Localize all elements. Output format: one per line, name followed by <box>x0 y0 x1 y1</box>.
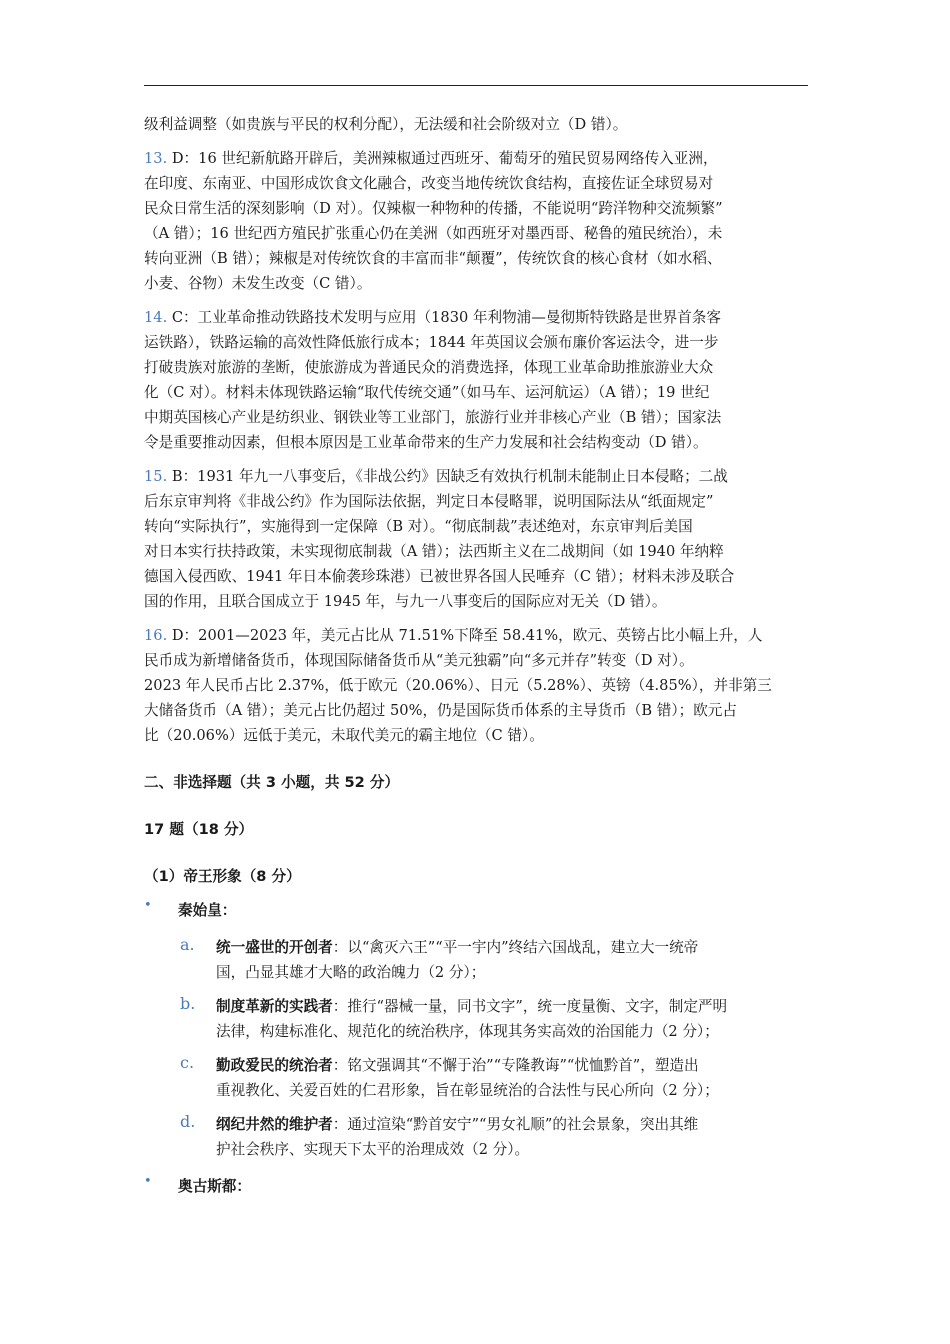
answer-line: 国的作用，且联合国成立于 1945 年，与九一八事变后的国际应对无关（D 错）。 <box>144 593 667 610</box>
item-title: 制度革新的实践者 <box>216 998 333 1015</box>
answer-line: 大储备货币（A 错）；美元占比仍超过 50%，仍是国际货币体系的主导货币（B 错）；欧元占 <box>144 702 737 719</box>
answer-line: 打破贵族对旅游的垄断，使旅游成为普通民众的消费选择，体现工业革命助推旅游业大众 <box>144 359 714 376</box>
bullet-qin-shihuang <box>144 898 814 923</box>
item-line: ：推行“器械一量，同书文字”，统一度量衡、文字，制定严明 <box>332 998 728 1015</box>
answer-line: D：2001—2023 年，美元占比从 71.51%下降至 58.41%，欧元、英镑占比小幅上升，人 <box>171 627 763 644</box>
item-letter: b. <box>180 994 196 1013</box>
question-number: 16. <box>144 627 168 644</box>
qin-items-list <box>144 935 814 1162</box>
item-line: 法律，构建标准化、规范化的统治秩序，体现其务实高效的治国能力（2 分）； <box>216 1023 719 1040</box>
item-letter: c. <box>180 1053 195 1072</box>
answer-line: B：1931 年九一八事变后，《非战公约》因缺乏有效执行机制未能制止日本侵略；二战 <box>171 468 728 485</box>
item-letter: a. <box>180 935 195 954</box>
subquestion-title: （1）帝王形象（8 分） <box>144 868 301 885</box>
question-number: 14. <box>144 309 168 326</box>
header-rule <box>144 85 808 86</box>
answer-line: 小麦、谷物）未发生改变（C 错）。 <box>144 275 372 292</box>
bullet-dot-icon: • <box>144 1174 152 1189</box>
item-line: ：通过渲染“黔首安宁”“男女礼顺”的社会景象，突出其维 <box>332 1116 699 1133</box>
question-number: 13. <box>144 150 168 167</box>
section-heading: 二、非选择题（共 3 小题，共 52 分） <box>144 774 400 791</box>
answer-line: 运铁路），铁路运输的高效性降低旅行成本；1844 年英国议会颁布廉价客运法令，进一步 <box>144 334 719 351</box>
item-line: 护社会秩序、实现天下太平的治理成效（2 分）。 <box>216 1141 530 1158</box>
item-title: 统一盛世的开创者 <box>216 939 333 956</box>
bullet-dot-icon: • <box>144 898 152 913</box>
answer-line: 2023 年人民币占比 2.37%，低于欧元（20.06%）、日元（5.28%）、英镑（4.85%），并非第三 <box>144 677 772 694</box>
answer-line: C：工业革命推动铁路技术发明与应用（1830 年利物浦—曼彻斯特铁路是世界首条客 <box>171 309 721 326</box>
bullet-augustus <box>144 1174 814 1199</box>
answer-line: 民众日常生活的深刻影响（D 对）。仅辣椒一种物种的传播，不能说明“跨洋物种交流频繁” <box>144 200 723 217</box>
page-content <box>144 112 814 1199</box>
item-line: 国，凸显其雄才大略的政治魄力（2 分）； <box>216 964 486 981</box>
answer-line: 民币成为新增储备货币，体现国际储备货币从“美元独霸”向“多元并存”转变（D 对）。 <box>144 652 694 669</box>
bullet-label: 秦始皇： <box>178 902 237 919</box>
item-letter: d. <box>180 1112 196 1131</box>
question-number: 15. <box>144 468 168 485</box>
answer-16 <box>144 623 814 748</box>
item-line: 重视教化、关爱百姓的仁君形象，旨在彰显统治的合法性与民心所向（2 分）； <box>216 1082 719 1099</box>
answer-line: 转向“实际执行”，实施得到一定保障（B 对）。“彻底制裁”表述绝对，东京审判后美国 <box>144 518 693 535</box>
answer-line: 德国入侵西欧、1941 年日本偷袭珍珠港）已被世界各国人民唾弃（C 错）；材料未涉及联合 <box>144 568 735 585</box>
answer-line: （A 错）；16 世纪西方殖民扩张重心仍在美洲（如西班牙对墨西哥、秘鲁的殖民统治），未 <box>144 225 723 242</box>
answer-line: 令是重要推动因素，但根本原因是工业革命带来的生产力发展和社会结构变动（D 错）。 <box>144 434 708 451</box>
question-17-title: 17 题（18 分） <box>144 821 254 838</box>
answer-line: 比（20.06%）远低于美元，未取代美元的霸主地位（C 错）。 <box>144 727 544 744</box>
answer-line: 中期英国核心产业是纺织业、钢铁业等工业部门，旅游行业并非核心产业（B 错）；国家法 <box>144 409 722 426</box>
item-title: 勤政爱民的统治者 <box>216 1057 333 1074</box>
continuation-text: 级利益调整（如贵族与平民的权利分配），无法缓和社会阶级对立（D 错）。 <box>144 116 628 133</box>
list-item <box>180 935 814 985</box>
answer-15 <box>144 464 814 614</box>
answer-14 <box>144 305 814 455</box>
answer-line: D：16 世纪新航路开辟后，美洲辣椒通过西班牙、葡萄牙的殖民贸易网络传入亚洲， <box>171 150 718 167</box>
bullet-label: 奥古斯都： <box>178 1178 251 1195</box>
item-title: 纲纪井然的维护者 <box>216 1116 333 1133</box>
answer-line: 后东京审判将《非战公约》作为国际法依据，判定日本侵略罪，说明国际法从“纸面规定” <box>144 493 714 510</box>
list-item <box>180 1053 814 1103</box>
answer-line: 在印度、东南亚、中国形成饮食文化融合，改变当地传统饮食结构，直接佐证全球贸易对 <box>144 175 714 192</box>
item-line: ：铭文强调其“不懈于治”“专隆教诲”“忧恤黔首”，塑造出 <box>332 1057 699 1074</box>
answer-line: 对日本实行扶持政策，未实现彻底制裁（A 错）；法西斯主义在二战期间（如 1940 年纳粹 <box>144 543 724 560</box>
answer-13 <box>144 146 814 296</box>
item-line: ：以“禽灭六王”“平一宇内”终结六国战乱，建立大一统帝 <box>332 939 699 956</box>
list-item <box>180 994 814 1044</box>
answer-line: 转向亚洲（B 错）；辣椒是对传统饮食的丰富而非“颠覆”，传统饮食的核心食材（如水稻、 <box>144 250 722 267</box>
answer-line: 化（C 对）。材料未体现铁路运输“取代传统交通”（如马车、运河航运）（A 错）；19 世纪 <box>144 384 710 401</box>
list-item <box>180 1112 814 1162</box>
